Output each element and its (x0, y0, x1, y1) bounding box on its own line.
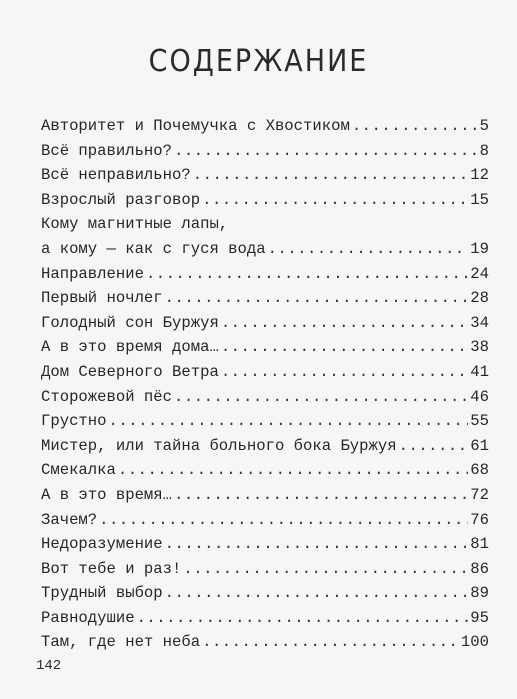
toc-entry-title: Равнодушие (41, 608, 135, 627)
toc-entry-page: 81 (470, 535, 489, 554)
toc-entry (41, 409, 489, 434)
toc-entry-page: 68 (470, 461, 489, 480)
toc-entry (41, 335, 489, 360)
toc-entry-title: А в это время дома… (41, 338, 219, 357)
toc-leader-dots (99, 508, 468, 533)
toc-entry-page: 46 (470, 387, 489, 406)
toc-entry-page: 55 (470, 412, 489, 431)
toc-leader-dots (221, 335, 468, 360)
toc-entry-title: Взрослый разговор (41, 190, 201, 209)
toc-entry-title: Мистер, или тайна больного бока Буржуя (41, 436, 397, 455)
toc-entry-title: Первый ночлег (41, 289, 163, 308)
toc-entry (41, 385, 489, 410)
toc-entry (41, 163, 489, 188)
toc-entry (41, 630, 489, 655)
toc-entry-title: Недоразумение (41, 535, 163, 554)
toc-entry-title: Зачем? (41, 510, 98, 529)
toc-entry (41, 581, 489, 606)
toc-entry-page: 72 (470, 485, 489, 504)
toc-entry-page: 28 (470, 289, 489, 308)
table-of-contents (41, 114, 489, 655)
toc-leader-dots (399, 434, 469, 459)
toc-entry-title: Сторожевой пёс (41, 387, 173, 406)
toc-entry (41, 508, 489, 533)
toc-leader-dots (221, 360, 468, 385)
toc-leader-dots (165, 532, 469, 557)
toc-entry (41, 114, 489, 139)
toc-entry-page: 89 (470, 584, 489, 603)
toc-entry (41, 286, 489, 311)
toc-leader-dots (174, 139, 478, 164)
toc-entry-page: 100 (460, 633, 489, 652)
toc-leader-dots (221, 311, 468, 336)
toc-entry (41, 532, 489, 557)
page-number: 142 (36, 658, 62, 674)
toc-leader-dots (165, 286, 469, 311)
toc-entry-title: Авторитет и Почемучка с Хвостиком (41, 117, 350, 135)
toc-entry (41, 139, 489, 164)
toc-entry-title: Направление (41, 264, 144, 283)
toc-entry-title: Всё правильно? (41, 141, 173, 160)
toc-leader-dots (165, 581, 469, 606)
toc-leader-dots (183, 557, 468, 582)
toc-entry-page: 24 (470, 264, 489, 283)
toc-entry-page: 76 (470, 510, 489, 529)
toc-entry (41, 360, 489, 385)
toc-leader-dots (137, 606, 469, 631)
toc-entry (41, 606, 489, 631)
toc-entry-page: 86 (470, 559, 489, 578)
toc-entry-title: Голодный сон Буржуя (41, 313, 219, 332)
toc-entry (41, 458, 489, 483)
toc-entry-page: 95 (470, 608, 489, 627)
toc-entry (41, 557, 489, 582)
toc-leader-dots (352, 114, 478, 139)
toc-entry (41, 483, 489, 508)
toc-entry (41, 434, 489, 459)
toc-entry-title: Грустно (41, 412, 107, 431)
toc-entry-title: Всё неправильно? (41, 166, 191, 185)
toc-leader-dots (174, 385, 468, 410)
toc-entry-title: а кому — как с гуся вода (41, 239, 266, 258)
toc-leader-dots (109, 409, 469, 434)
toc-leader-dots (118, 458, 468, 483)
toc-leader-dots (202, 188, 468, 213)
toc-entry-page: 15 (470, 190, 489, 209)
toc-entry-title-line1: Кому магнитные лапы, (41, 215, 229, 234)
toc-entry (41, 188, 489, 213)
toc-leader-dots (193, 163, 469, 188)
toc-leader-dots (174, 483, 468, 508)
toc-entry-page: 19 (470, 239, 489, 258)
toc-entry-page: 61 (470, 436, 489, 455)
toc-entry (41, 311, 489, 336)
toc-entry-title: А в это время… (41, 485, 173, 504)
toc-entry-title: Дом Северного Ветра (41, 362, 219, 381)
toc-entry-page: 41 (470, 362, 489, 381)
toc-entry-page: 5 (479, 117, 489, 135)
toc-entry-title: Смекалка (41, 461, 116, 480)
toc-entry-title: Вот тебе и раз! (41, 559, 182, 578)
toc-entry-page: 12 (470, 166, 489, 185)
toc-entry-title: Трудный выбор (41, 584, 163, 603)
toc-entry-page: 8 (479, 141, 489, 160)
toc-entry (41, 262, 489, 287)
page-title: СОДЕРЖАНИЕ (148, 44, 369, 79)
toc-leader-dots (268, 237, 469, 262)
toc-leader-dots (202, 630, 459, 655)
toc-leader-dots (146, 262, 468, 287)
toc-entry-title: Там, где нет неба (41, 633, 201, 652)
toc-entry-page: 38 (470, 338, 489, 357)
toc-entry-page: 34 (470, 313, 489, 332)
toc-entry (41, 212, 489, 261)
